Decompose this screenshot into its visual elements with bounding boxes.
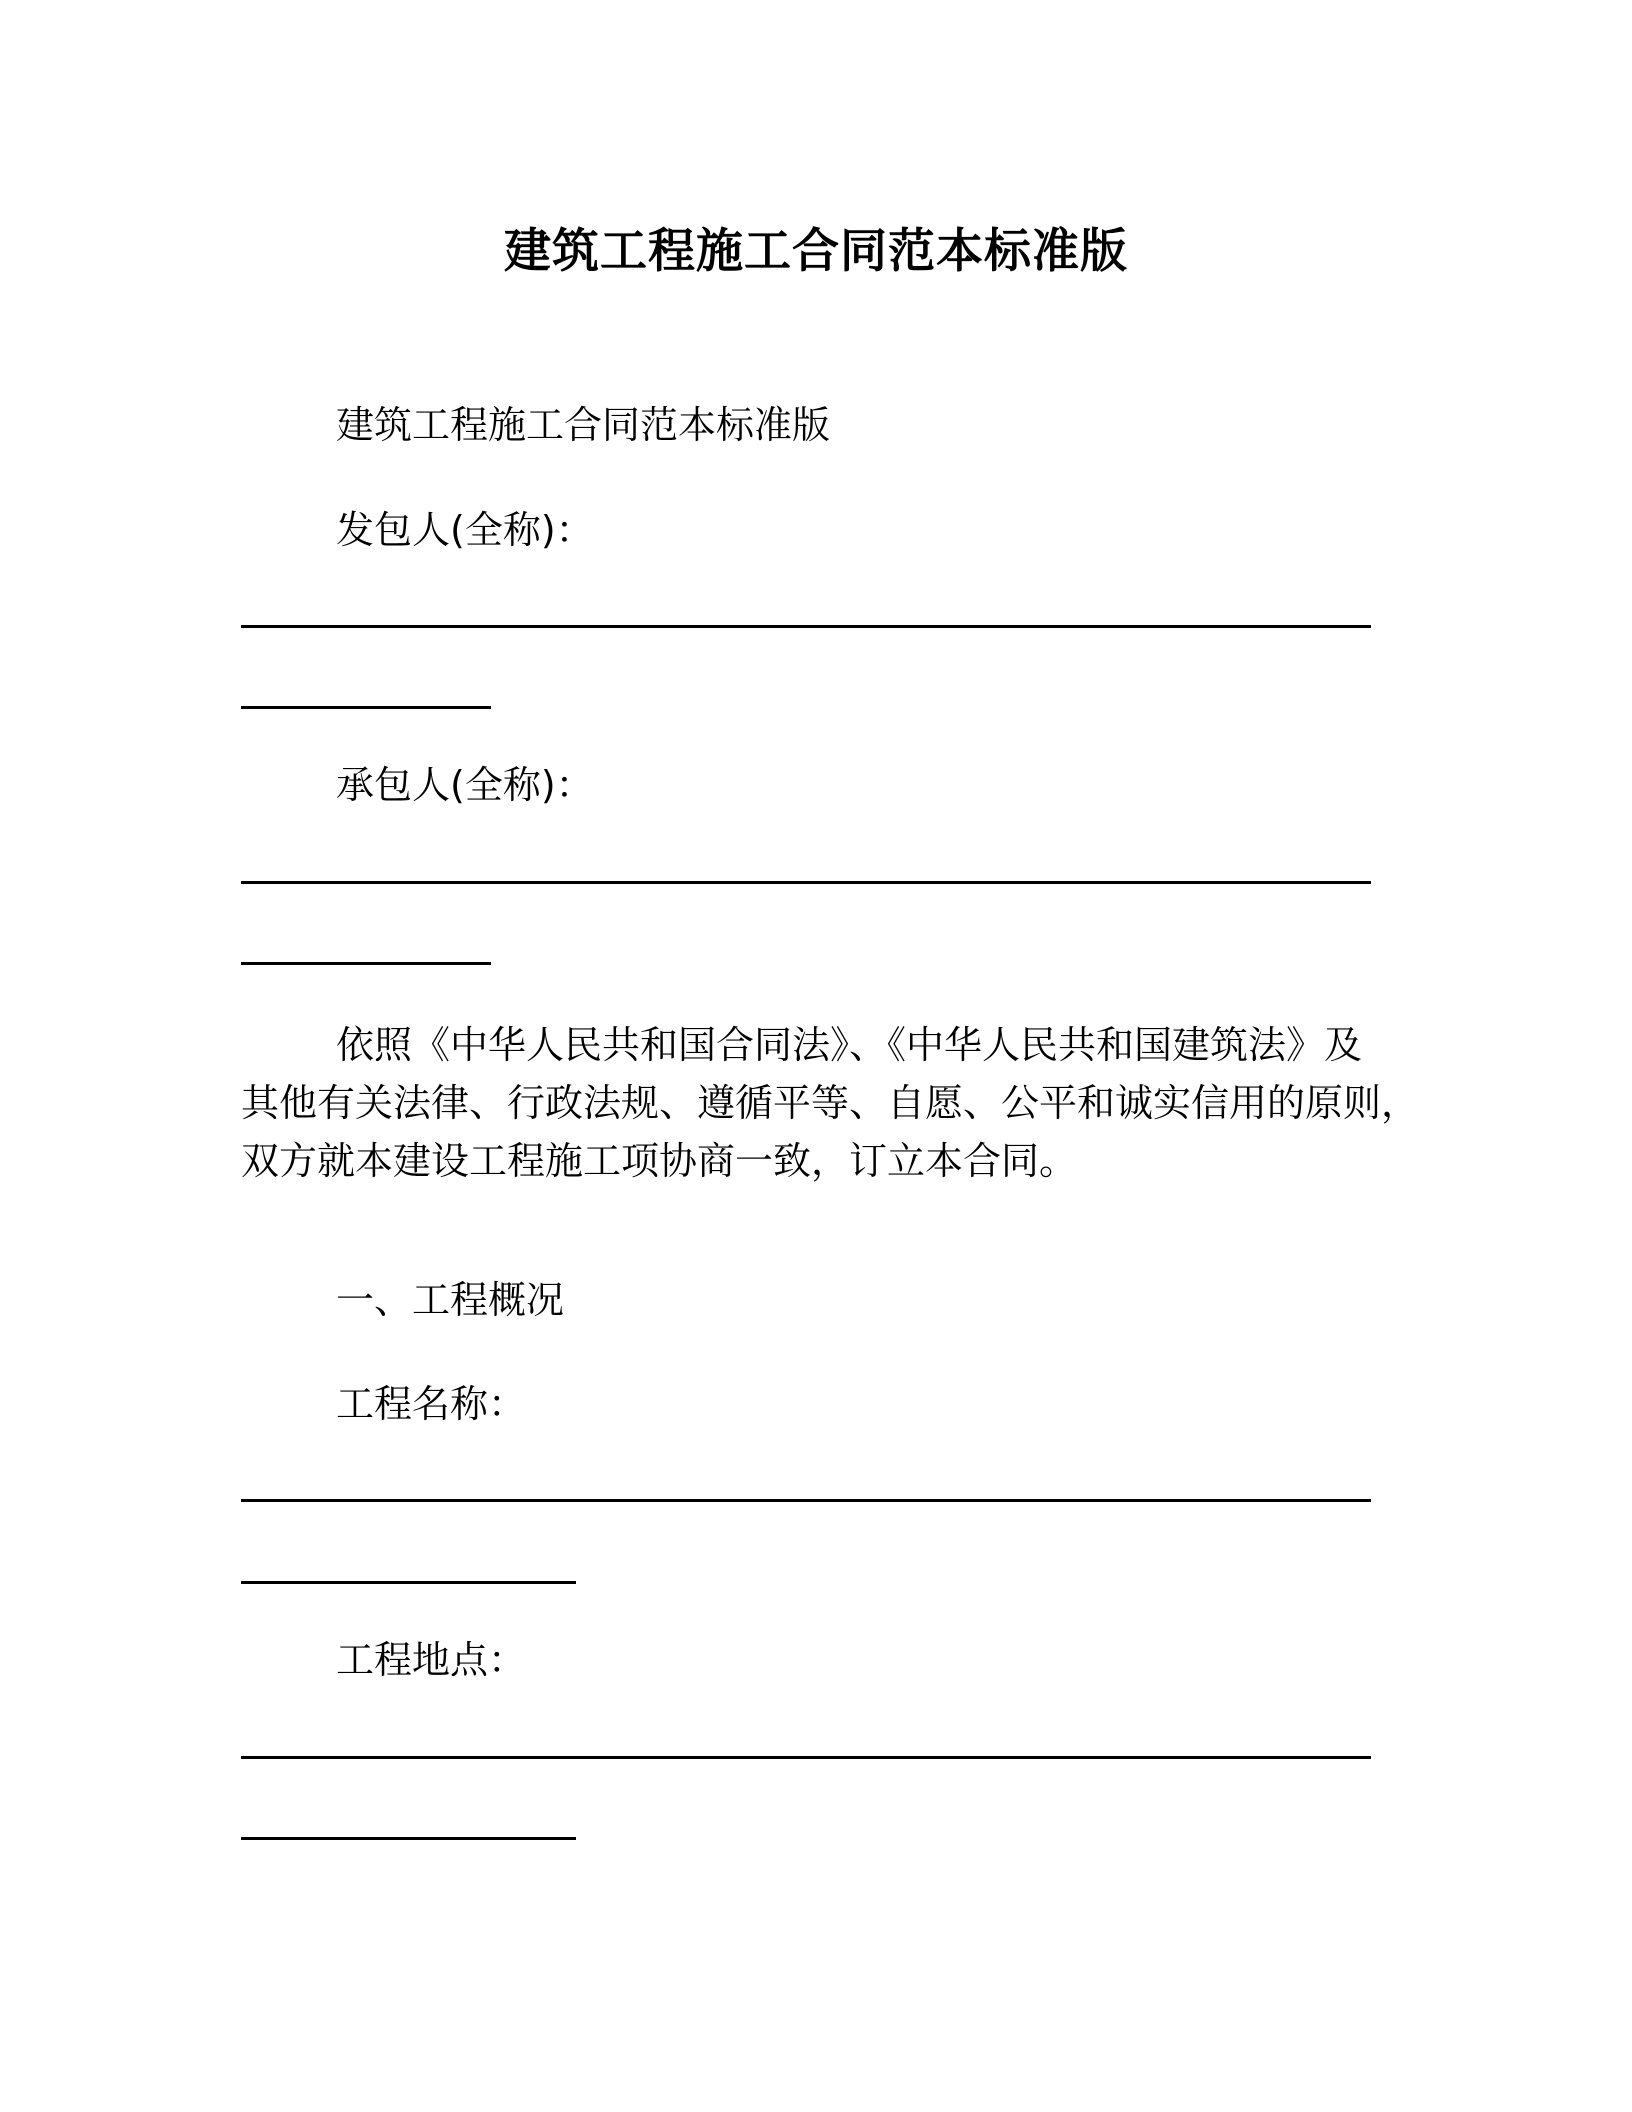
- project-name-label: 工程名称：: [336, 1382, 527, 1426]
- project-name-fill-line-2: [241, 1581, 576, 1584]
- employer-label: 发包人(全称)：: [336, 508, 594, 552]
- preamble-paragraph: [241, 1016, 1420, 1190]
- project-location-fill-line-2: [241, 1837, 576, 1840]
- project-name-fill-line-1: [241, 1499, 1371, 1502]
- document-subtitle: 建筑工程施工合同范本标准版: [336, 403, 831, 447]
- preamble-line-1: 依照《中华人民共和国合同法》、《中华人民共和国建筑法》及: [336, 1023, 1363, 1067]
- section-1-heading: 一、工程概况: [336, 1278, 565, 1322]
- contractor-label: 承包人(全称)：: [336, 763, 594, 807]
- contractor-fill-line-2: [241, 962, 491, 965]
- employer-fill-line-1: [241, 625, 1371, 628]
- contractor-fill-line-1: [241, 881, 1371, 884]
- document-title: 建筑工程施工合同范本标准版: [504, 224, 1128, 279]
- project-location-fill-line-1: [241, 1756, 1371, 1759]
- preamble-line-2: 其他有关法律、行政法规、遵循平等、自愿、公平和诚实信用的原则，: [241, 1081, 1420, 1125]
- employer-fill-line-2: [241, 706, 491, 709]
- project-location-label: 工程地点：: [336, 1638, 527, 1682]
- preamble-line-3: 双方就本建设工程施工项协商一致，订立本合同。: [241, 1139, 1078, 1183]
